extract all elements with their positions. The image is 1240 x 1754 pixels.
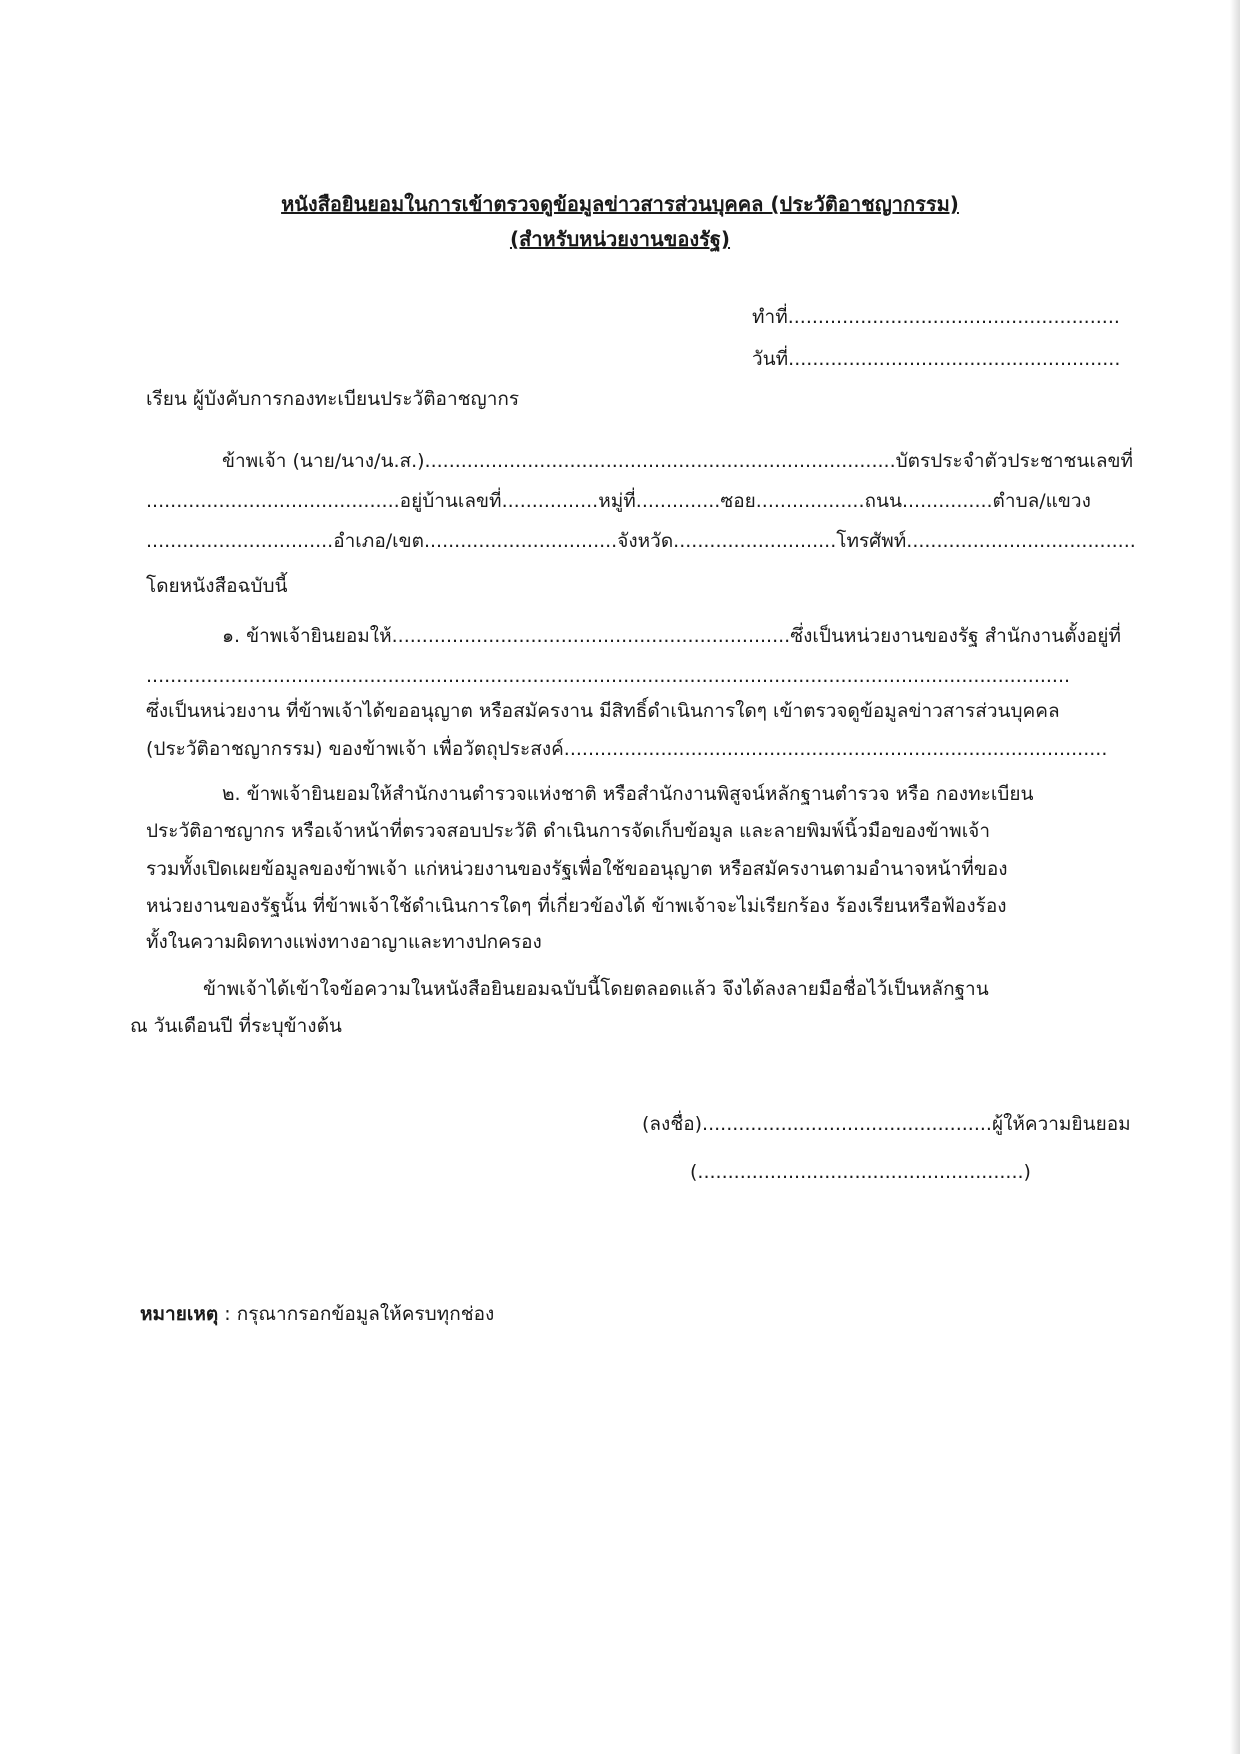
personal-info-line-1: ข้าพเจ้า (นาย/นาง/น.ส.)..............................................................................บัตรประจำตัวประชาชนเลขที่	[222, 450, 1134, 472]
signer-name-line: (......................................................)	[690, 1161, 1031, 1183]
clause-2-line-2: ประวัติอาชญากร หรือเจ้าหน้าที่ตรวจสอบประวัติ ดำเนินการจัดเก็บข้อมูล และลายพิมพ์นิ้วมือของข้าพเจ้า	[146, 820, 990, 842]
signature-line: (ลงชื่อ)................................................ผู้ให้ความยินยอม	[642, 1113, 1131, 1135]
clause-1-line-4: (ประวัติอาชญากรรม) ของข้าพเจ้า เพื่อวัตถุประสงค์..........................................................................................	[146, 738, 1108, 760]
clause-2-line-5: ทั้งในความผิดทางแพ่งทางอาญาและทางปกครอง	[146, 931, 542, 953]
intro-line: โดยหนังสือฉบับนี้	[146, 575, 288, 597]
closing-line-1: ข้าพเจ้าได้เข้าใจข้อความในหนังสือยินยอมฉบับนี้โดยตลอดแล้ว จึงได้ลงลายมือชื่อไว้เป็นหลักฐาน	[203, 978, 989, 1000]
made-at-field: ทำที่.......................................................	[752, 306, 1120, 328]
clause-2-line-3: รวมทั้งเปิดเผยข้อมูลของข้าพเจ้า แก่หน่วยงานของรัฐเพื่อใช้ขออนุญาต หรือสมัครงานตามอำนาจหน้าที่ของ	[146, 858, 1008, 880]
form-subtitle: (สำหรับหน่วยงานของรัฐ)	[509, 227, 731, 251]
clause-1-line-1: ๑. ข้าพเจ้ายินยอมให้..................................................................ซึ่งเป็นหน่วยงานของรัฐ สำนักงานตั้งอยู่ที่	[222, 625, 1121, 647]
note-text: : กรุณากรอกข้อมูลให้ครบทุกช่อง	[218, 1303, 495, 1325]
personal-info-line-3: ...............................อำเภอ/เขต................................จังหวัด...........................โทรศัพท์......................................	[146, 530, 1136, 552]
clause-2-line-1: ๒. ข้าพเจ้ายินยอมให้สำนักงานตำรวจแห่งชาติ หรือสำนักงานพิสูจน์หลักฐานตำรวจ หรือ กองทะเบียน	[222, 783, 1034, 805]
note-line	[140, 1300, 494, 1328]
personal-info-line-2: ..........................................อยู่บ้านเลขที่................หมู่ที่..............ซอย..................ถนน...............ตำบล/แขวง	[146, 490, 1091, 512]
clause-1-line-3: ซึ่งเป็นหน่วยงาน ที่ข้าพเจ้าได้ขออนุญาต หรือสมัครงาน มีสิทธิ์ดำเนินการใดๆ เข้าตรวจดูข้อมูลข่าวสารส่วนบุคคล	[146, 700, 1060, 722]
note-label: หมายเหตุ	[140, 1303, 219, 1325]
recipient-line: เรียน ผู้บังคับการกองทะเบียนประวัติอาชญากร	[146, 388, 520, 410]
clause-2-line-4: หน่วยงานของรัฐนั้น ที่ข้าพเจ้าใช้ดำเนินการใดๆ ที่เกี่ยวข้องได้ ข้าพเจ้าจะไม่เรียกร้อง ร้องเรียนหรือฟ้องร้อง	[146, 895, 1007, 917]
form-title: หนังสือยินยอมในการเข้าตรวจดูข้อมูลข่าวสารส่วนบุคคล (ประวัติอาชญากรรม)	[281, 192, 959, 216]
clause-1-line-2: .........................................................................................................................................................	[146, 665, 1071, 687]
closing-line-2: ณ วันเดือนปี ที่ระบุข้างต้น	[130, 1015, 342, 1037]
scan-edge-shadow	[1230, 0, 1240, 1754]
date-field: วันที่.......................................................	[752, 348, 1121, 370]
